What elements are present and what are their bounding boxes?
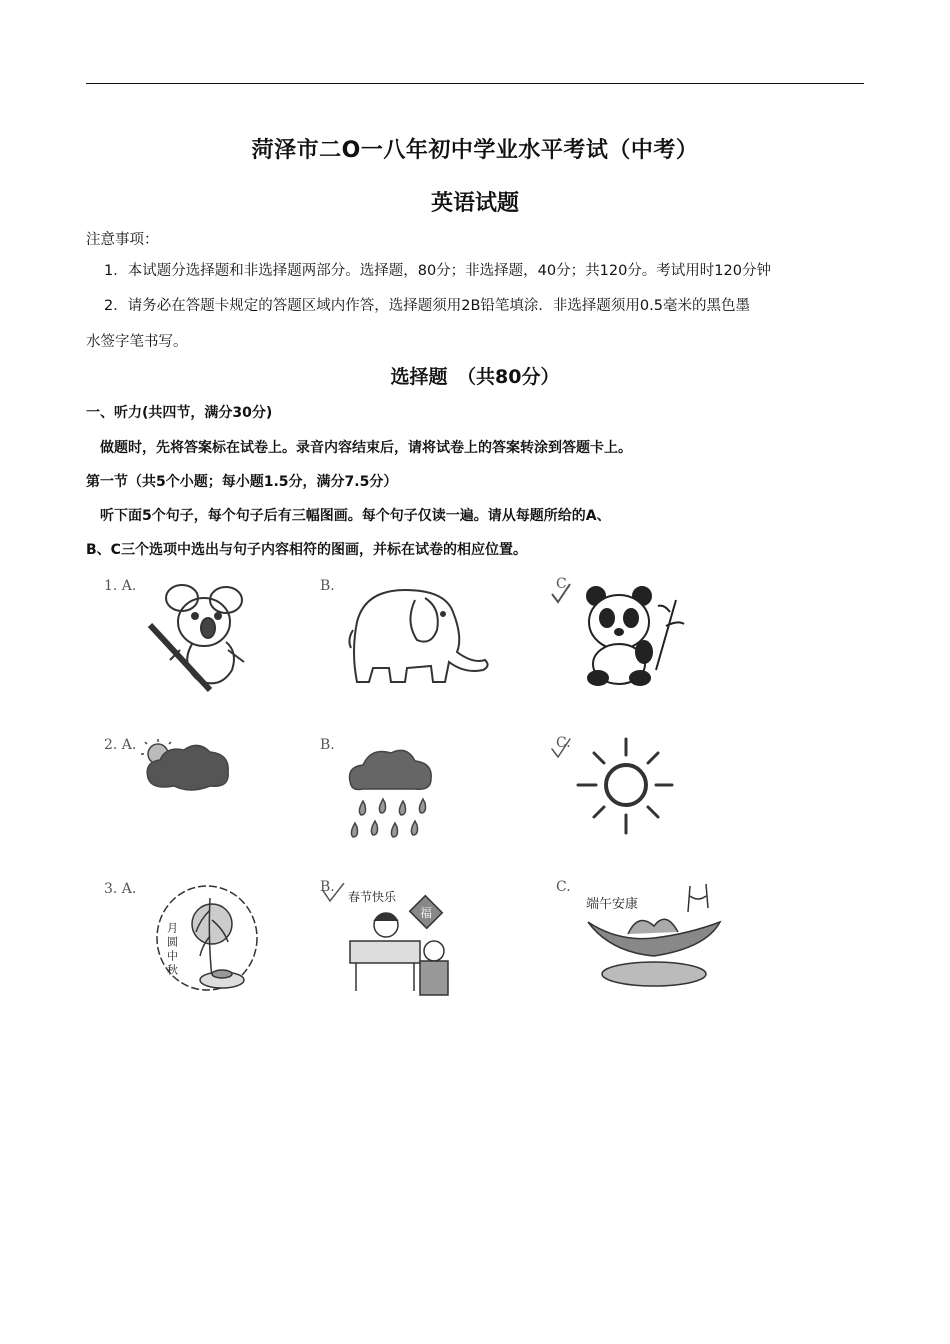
section-title: 选择题 （共80分）	[390, 366, 560, 388]
q1-option-a-label: 1. A.	[104, 578, 137, 594]
note-item-2-cont: 水签字笔书写。	[86, 334, 188, 350]
top-rule	[86, 83, 864, 84]
q3-option-a-label: 3. A.	[104, 881, 137, 897]
panda-picture	[548, 580, 688, 690]
sunny-picture	[548, 735, 678, 840]
elephant-picture	[345, 582, 490, 692]
dragon-boat-picture	[578, 882, 738, 992]
spring-festival-text: 春节快乐	[348, 890, 397, 904]
cloudy-picture	[140, 738, 235, 798]
fu-character: 福	[420, 906, 433, 920]
q3-option-c-label: C.	[556, 879, 571, 895]
note-item-2: 2．请务必在答题卡规定的答题区域内作答，选择题须用2B铅笔填涂．非选择题须用0.5毫米的黑色墨	[104, 298, 750, 314]
exam-subtitle: 英语试题	[430, 191, 519, 216]
notes-heading: 注意事项：	[86, 232, 159, 248]
note-item-1: 1．本试题分选择题和非选择题两部分。选择题，80分；非选择题，40分；共120分。考试用时120分钟	[104, 263, 771, 279]
koala-picture	[140, 580, 250, 705]
spring-festival-picture	[322, 883, 462, 1008]
dragon-boat-text: 端午安康	[586, 897, 639, 912]
part-1-heading: 一、听力(共四节，满分30分)	[86, 405, 273, 421]
subsection-1-desc: 听下面5个句子，每个句子后有三幅图画。每个句子仅读一遍。请从每题所给的A、	[100, 508, 611, 524]
q2-option-b-label: B.	[320, 737, 335, 753]
part-1-instruction: 做题时，先将答案标在试卷上。录音内容结束后，请将试卷上的答案转涂到答题卡上。	[100, 440, 632, 456]
q2-option-c-label: C.	[556, 735, 571, 751]
mid-autumn-picture	[150, 880, 265, 1000]
q1-option-c-label: C.	[556, 576, 571, 592]
exam-title: 菏泽市二O一八年初中学业水平考试（中考）	[251, 138, 699, 163]
rainy-picture	[345, 745, 435, 845]
q2-option-a-label: 2. A.	[104, 737, 137, 753]
subsection-1-desc-cont: B、C三个选项中选出与句子内容相符的图画，并标在试卷的相应位置。	[86, 542, 527, 558]
subsection-1-heading: 第一节（共5个小题；每小题1.5分，满分7.5分）	[86, 474, 398, 490]
q3-option-b-label: B.	[320, 879, 335, 895]
mid-autumn-text-1: 月圆中秋	[165, 922, 179, 978]
q1-option-b-label: B.	[320, 578, 335, 594]
